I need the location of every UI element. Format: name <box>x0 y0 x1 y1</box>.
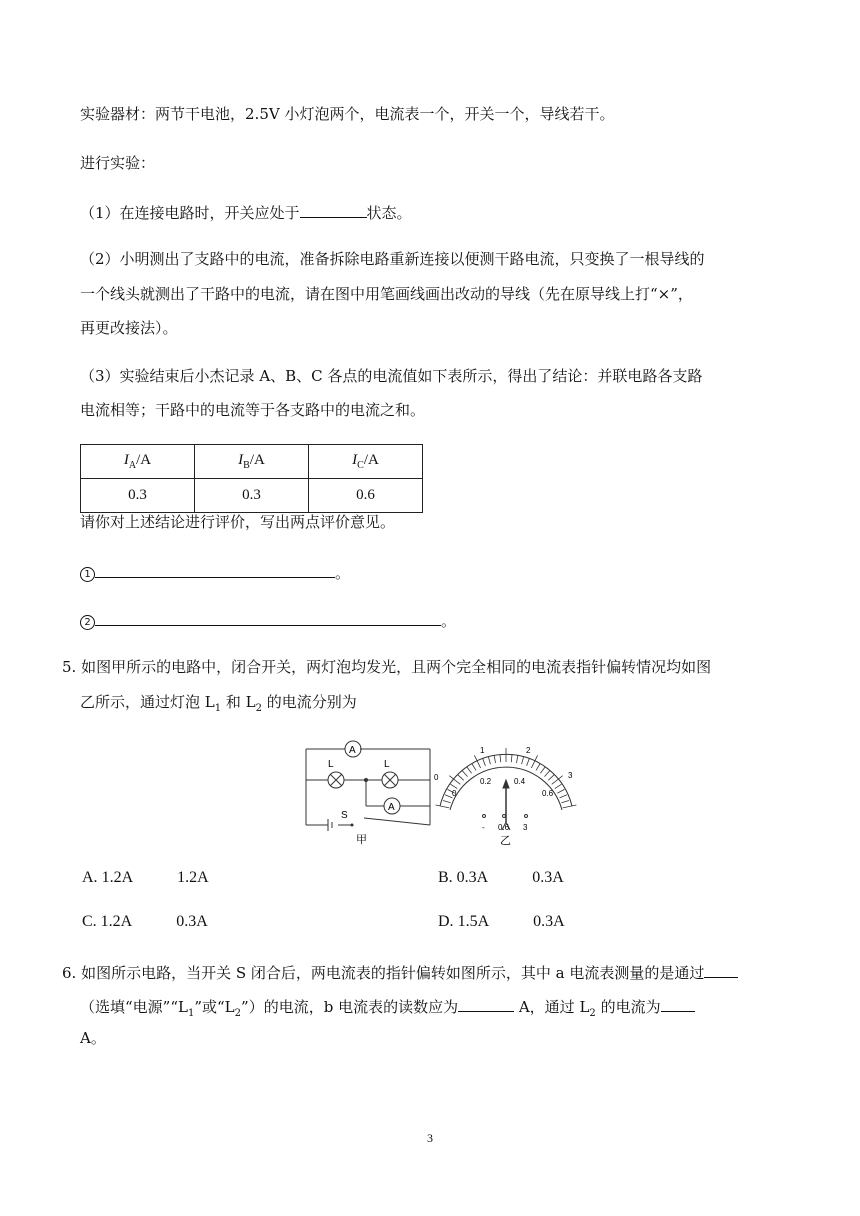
scale-bottom-02: 0.2 <box>480 777 492 786</box>
scale-top-2: 2 <box>526 746 531 755</box>
q1-answer-blank[interactable] <box>300 201 367 218</box>
meter-tick <box>522 756 524 764</box>
q1-text-end: 状态。 <box>366 204 412 222</box>
meter-tick <box>451 784 458 788</box>
circled-number-1: 1 <box>80 567 95 582</box>
q6-line-1: 6. 如图所示电路，当开关 S 闭合后，两电流表的指针偏转如图所示，其中 a 电流表测量的是通过 <box>62 961 738 983</box>
q2-line-2: 一个线头就测出了干路中的电流，请在图中用笔画线画出改动的导线（先在原导线上打“×”， <box>80 285 693 303</box>
meter-tick <box>494 755 495 763</box>
option-d[interactable]: D. 1.5A 0.3A <box>438 913 565 930</box>
table-row <box>81 479 423 513</box>
q6-line-3: A。 <box>80 1029 106 1047</box>
current-table <box>80 444 423 513</box>
lamp-l1-label: L <box>328 759 334 770</box>
switch-label: S <box>341 810 348 821</box>
circled-number-2: 2 <box>80 615 95 630</box>
terminal-minus: - <box>482 823 485 832</box>
ammeter-a1-label: A <box>388 802 395 813</box>
circuit-caption: 甲 <box>356 834 367 846</box>
conduct-heading: 进行实验： <box>80 154 156 172</box>
evaluate-text: 请你对上述结论进行评价，写出两点评价意见。 <box>80 513 396 531</box>
meter-tick <box>436 805 450 808</box>
q3-line-1: （3）实验结束后小杰记录 A、B、C 各点的电流值如下表所示，得出了结论：并联电路各支路 <box>80 367 703 385</box>
terminal-3: 3 <box>523 823 528 832</box>
q6-blank-1[interactable] <box>704 961 738 978</box>
scale-top-3: 3 <box>568 771 573 780</box>
table-header-cell: $I_A/A$ <box>81 445 195 479</box>
option-c[interactable]: C. 1.2A 0.3A <box>82 913 208 930</box>
meter-tick <box>557 789 564 793</box>
meter-caption: 乙 <box>500 835 511 847</box>
meter-tick <box>500 754 501 762</box>
meter-tick <box>563 805 577 808</box>
meter-tick <box>561 801 569 803</box>
scale-top-0: 0 <box>434 773 439 782</box>
q6-blank-2[interactable] <box>458 995 514 1012</box>
meter-tick <box>555 784 562 788</box>
scale-bottom-04: 0.4 <box>514 777 526 786</box>
meter-tick <box>527 758 530 766</box>
option-b[interactable]: B. 0.3A 0.3A <box>438 869 564 886</box>
q6-line-2: （选填“电源$”“L_1$”或“$L_2$”）的电流，b 电流表的读数应为 A，通过 $L_2$ 的电流为 <box>80 995 695 1024</box>
q5-line-2: 乙所示，通过灯泡 $L_1$ 和 $L_2$ 的电流分别为 <box>80 693 357 714</box>
circuit-figure <box>300 740 600 850</box>
answer-1-blank[interactable] <box>95 561 335 578</box>
page-number: 3 <box>427 1131 433 1145</box>
meter-tick <box>458 775 464 781</box>
meter-tick <box>443 801 451 803</box>
meter-tick <box>483 758 486 766</box>
meter-tick <box>467 767 472 773</box>
scale-bottom-06: 0.6 <box>542 789 554 798</box>
table-header-cell: $I_C/A$ <box>309 445 423 479</box>
lamp-l2-label: L <box>384 759 390 770</box>
answer-2: 2 。 <box>80 609 456 631</box>
ammeter-a2-label: A <box>349 745 356 756</box>
table-cell: 0.6 <box>309 479 423 513</box>
meter-tick <box>472 764 476 771</box>
meter-tick <box>517 755 518 763</box>
materials-text: 实验器材：两节干电池，2.5V 小灯泡两个，电流表一个，开关一个，导线若干。 <box>80 105 615 123</box>
meter-tick <box>536 764 540 771</box>
q5-line-1: 5. 如图甲所示的电路中，闭合开关，两灯泡均发光，且两个完全相同的电流表指针偏转情况均如图 <box>62 658 712 676</box>
q1-text: （1）在连接电路时，开关应处于 <box>80 204 300 222</box>
q6-blank-3[interactable] <box>661 995 695 1012</box>
meter-tick <box>488 756 490 764</box>
q2-line-1: （2）小明测出了支路中的电流，准备拆除电路重新连接以便测干路电流，只变换了一根导线的 <box>80 250 705 268</box>
q3-line-2: 电流相等；干路中的电流等于各支路中的电流之和。 <box>80 401 426 419</box>
q2-line-3: 再更改接法）。 <box>80 319 178 337</box>
option-a[interactable]: A. 1.2A 1.2A <box>82 869 209 886</box>
scale-top-1: 1 <box>480 746 485 755</box>
scale-bottom-0: 0 <box>452 789 457 798</box>
meter-tick <box>511 754 512 762</box>
meter-tick <box>462 771 467 777</box>
question-1 <box>80 201 412 223</box>
meter-tick <box>548 775 554 781</box>
meter-tick <box>540 767 545 773</box>
meter-tick <box>560 795 567 798</box>
meter-tick <box>545 771 550 777</box>
terminal-06: 0.6 <box>498 823 510 832</box>
table-cell: 0.3 <box>81 479 195 513</box>
table-cell: 0.3 <box>195 479 309 513</box>
answer-2-blank[interactable] <box>95 609 441 626</box>
table-header-cell: $I_B/A$ <box>195 445 309 479</box>
answer-1: 1 。 <box>80 561 350 583</box>
table-header-row <box>81 445 423 479</box>
